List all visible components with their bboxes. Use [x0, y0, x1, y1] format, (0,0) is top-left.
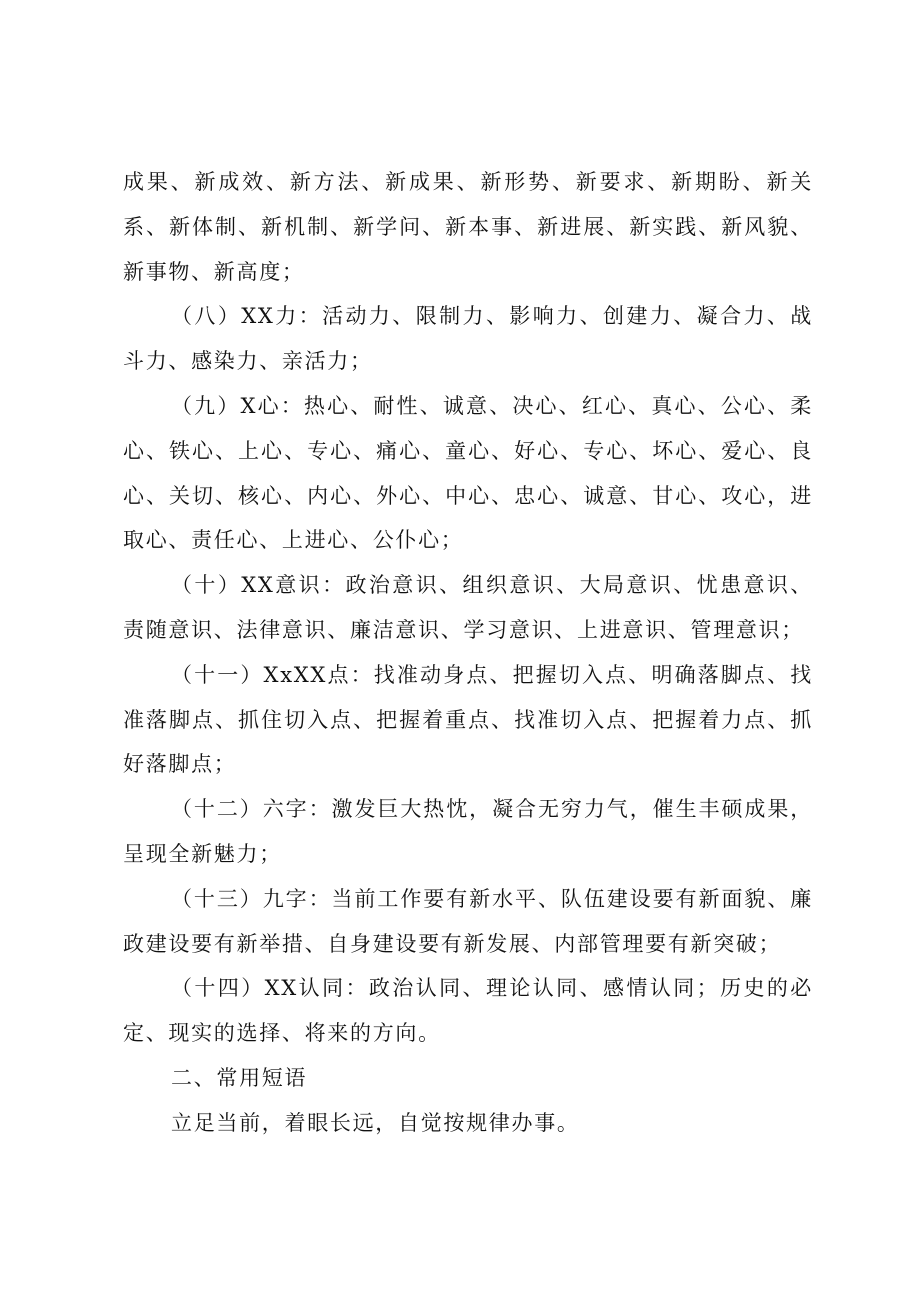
paragraph-item-11: （十一）XxXX点：找准动身点、把握切入点、明确落脚点、找准落脚点、抓住切入点、把握着重点、找准切入点、把握着力点、抓好落脚点； — [123, 662, 813, 777]
paragraph-item-9: （九）X心：热心、耐性、诚意、决心、红心、真心、公心、柔心、铁心、上心、专心、痛心、童心、好心、专心、坏心、爱心、良心、关切、核心、内心、外心、中心、忠心、诚意、甘心、攻心，进取心、责任心、上进心、公仆心； — [123, 393, 813, 553]
paragraph-item-8: （八）XX力：活动力、限制力、影响力、创建力、凝合力、战斗力、感染力、亲活力； — [123, 304, 813, 374]
paragraph-item-10: （十）XX意识：政治意识、组织意识、大局意识、忧患意识、责随意识、法律意识、廉洁意识、学习意识、上进意识、管理意识； — [123, 573, 813, 642]
section-heading: 二、常用短语 — [171, 1065, 308, 1090]
document-body — [123, 160, 813, 1146]
paragraph-item-12: （十二）六字：激发巨大热忱，凝合无穷力气，催生丰硕成果，呈现全新魅力； — [123, 797, 813, 866]
paragraph-continuation: 成果、新成效、新方法、新成果、新形势、新要求、新期盼、新关系、新体制、新机制、新学问、新本事、新进展、新实践、新风貌、新事物、新高度； — [123, 170, 813, 284]
paragraph-item-14: （十四）XX认同：政治认同、理论认同、感情认同；历史的必定、现实的选择、将来的方向。 — [123, 976, 813, 1046]
paragraph-item-13: （十三）九字：当前工作要有新水平、队伍建设要有新面貌、廉政建设要有新举措、自身建设要有新发展、内部管理要有新突破； — [123, 886, 813, 956]
paragraph-phrase: 立足当前，着眼长远，自觉按规律办事。 — [171, 1110, 580, 1135]
